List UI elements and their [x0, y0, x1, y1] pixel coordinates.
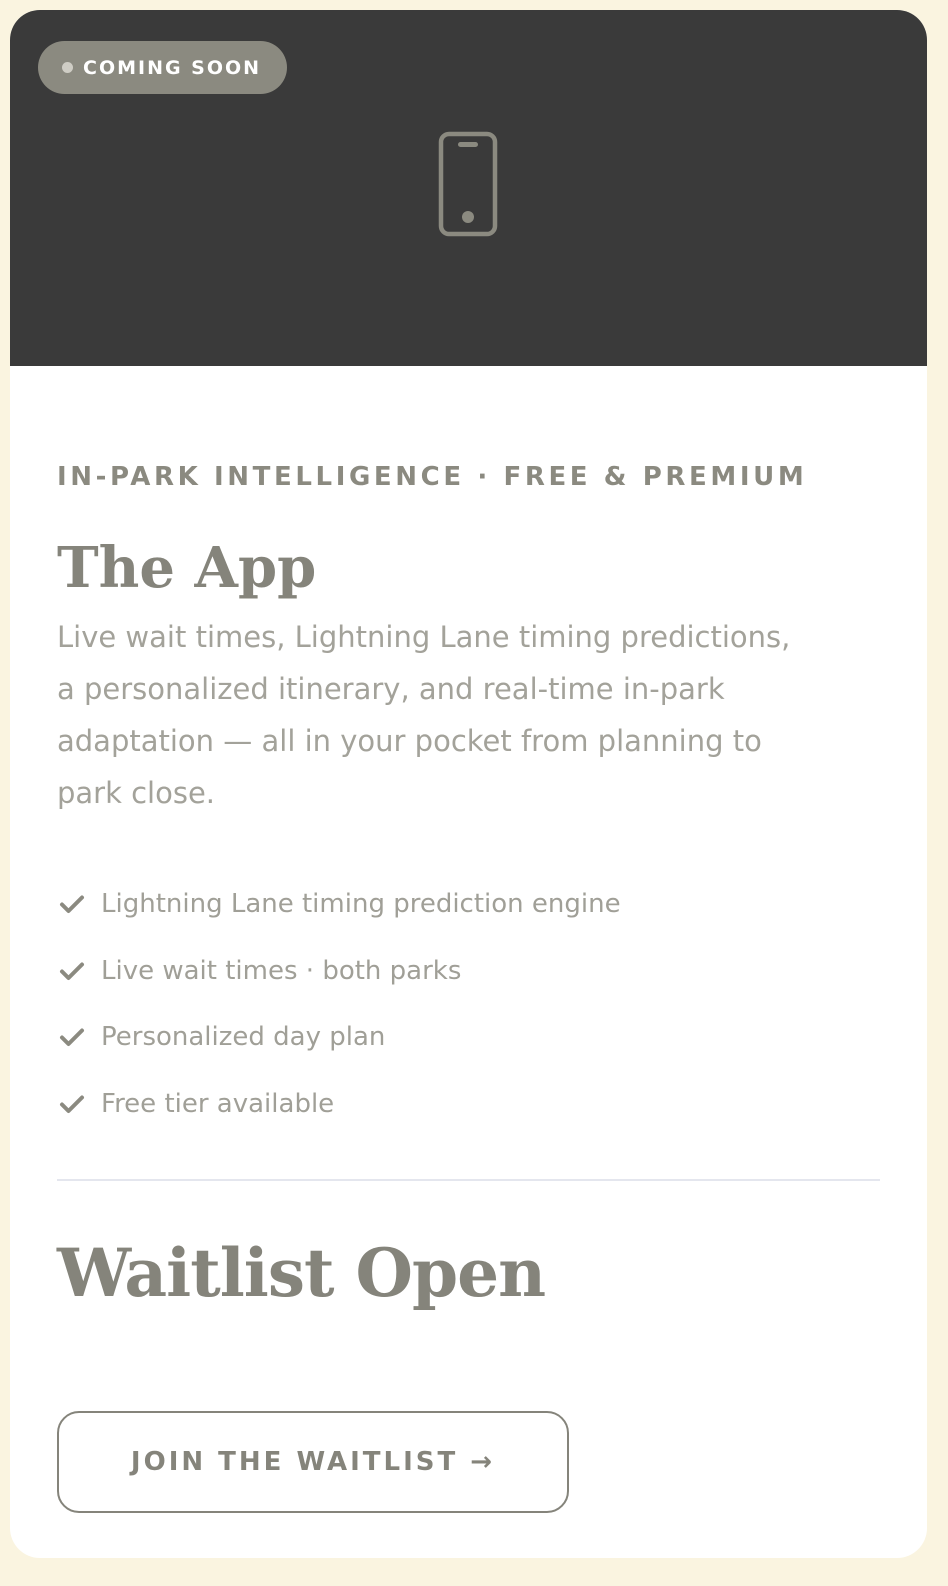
feature-label: Lightning Lane timing prediction engine [101, 889, 621, 920]
join-waitlist-label: JOIN THE WAITLIST → [130, 1447, 496, 1477]
checkmark-icon [59, 958, 85, 984]
product-card [10, 10, 927, 1558]
card-content [10, 460, 927, 1513]
join-waitlist-button[interactable] [57, 1411, 569, 1513]
feature-item [57, 1004, 880, 1071]
coming-soon-badge [38, 41, 287, 94]
feature-item [57, 938, 880, 1005]
section-divider [57, 1179, 880, 1181]
checkmark-icon [59, 891, 85, 917]
badge-dot-icon [62, 62, 73, 73]
feature-label: Personalized day plan [101, 1022, 386, 1053]
feature-label: Live wait times · both parks [101, 955, 462, 986]
feature-label: Free tier available [101, 1088, 335, 1119]
product-description: Live wait times, Lightning Lane timing predictions, a personalized itinerary, and real-time in-park adaptation — all in your pocket from planning to park close. [57, 620, 791, 810]
badge-label: COMING SOON [83, 56, 262, 79]
checkmark-icon [59, 1024, 85, 1050]
smartphone-icon [438, 131, 498, 237]
product-eyebrow: IN-PARK INTELLIGENCE · FREE & PREMIUM [57, 462, 808, 492]
feature-item [57, 871, 880, 938]
product-title: The App [57, 535, 317, 601]
checkmark-icon [59, 1091, 85, 1117]
feature-item [57, 1071, 880, 1138]
hero-banner [10, 10, 927, 366]
waitlist-status: Waitlist Open [57, 1234, 546, 1312]
feature-list [57, 871, 880, 1137]
